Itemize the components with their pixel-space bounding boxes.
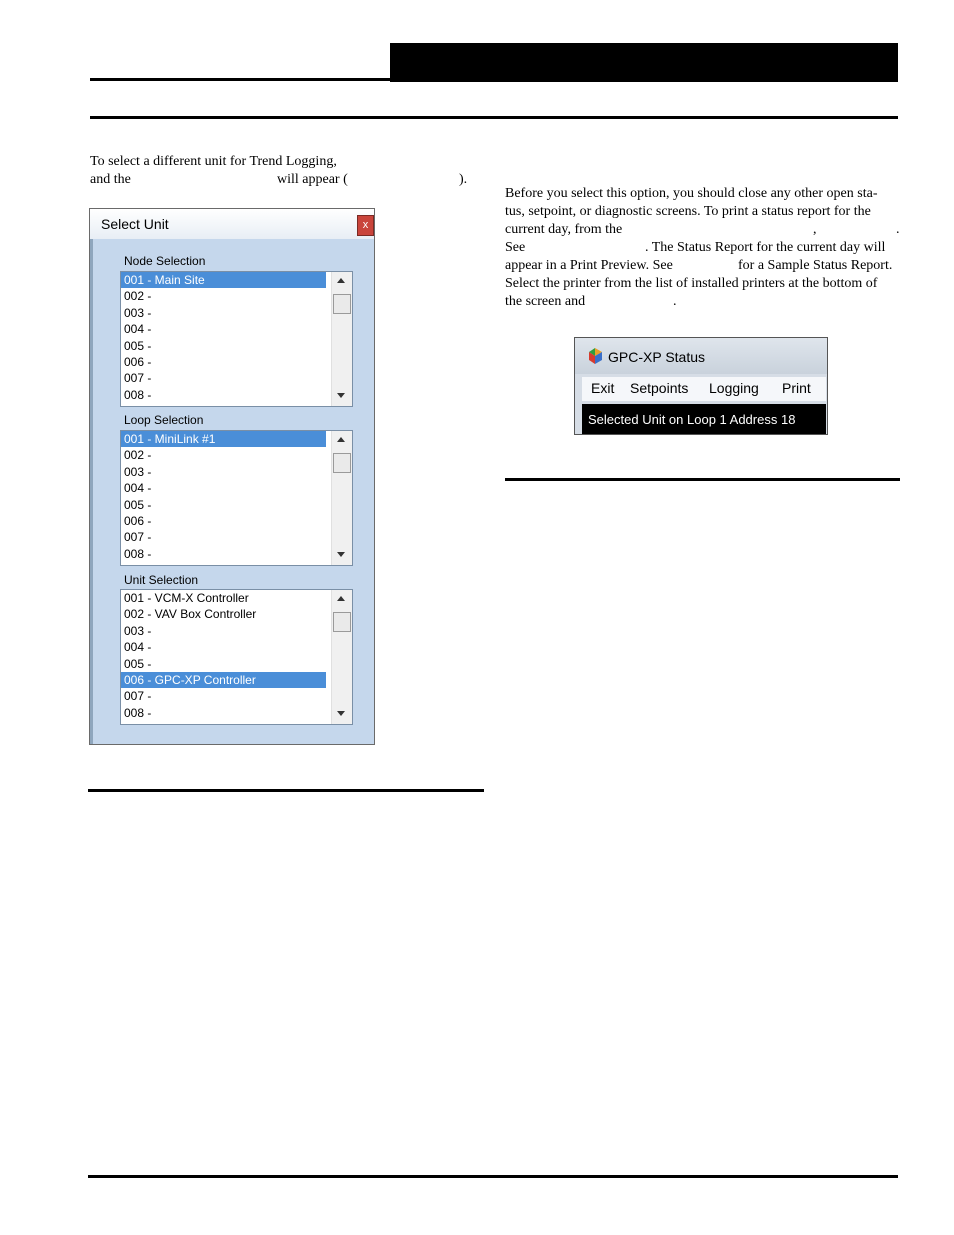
status-menubar [582, 377, 826, 401]
list-item[interactable]: 002 - [124, 448, 152, 463]
right-paragraph-line-6: Select the printer from the list of installed printers at the bottom of [505, 276, 878, 291]
list-item[interactable]: 008 - [124, 705, 152, 720]
unit-selection-items [121, 590, 352, 721]
right-line5-part-a: appear in a Print Preview. See [505, 258, 673, 273]
list-item[interactable]: 004 - [124, 322, 152, 337]
menu-exit[interactable]: Exit [591, 380, 615, 396]
list-item[interactable]: 003 - [124, 464, 152, 479]
loop-selection-label: Loop Selection [124, 413, 204, 427]
right-paragraph [505, 185, 900, 311]
list-item[interactable]: 004 - [124, 640, 152, 655]
right-line7-part-b: . [673, 294, 677, 309]
node-selection-label: Node Selection [124, 254, 206, 268]
scroll-up-arrow-icon[interactable] [337, 437, 345, 442]
footer-rule [88, 1175, 898, 1178]
unit-selection-label: Unit Selection [124, 573, 199, 587]
right-line7-part-a: the screen and [505, 294, 586, 309]
select-unit-dialog [89, 208, 375, 745]
right-line3-part-b: , [813, 222, 817, 237]
list-item[interactable]: 005 - [124, 656, 152, 671]
loop-selection-items [121, 431, 352, 562]
list-item[interactable]: 007 - [124, 371, 152, 386]
header-bar [390, 43, 898, 82]
left-paragraph-line-1: To select a different unit for Trend Logging, [90, 154, 337, 169]
dialog-title-bar[interactable] [90, 209, 374, 239]
list-item[interactable]: 003 - [124, 623, 152, 638]
app-logo-icon [589, 348, 602, 364]
close-icon[interactable]: x [357, 215, 374, 236]
left-line2-part-a: and the [90, 172, 131, 187]
dialog-edge [90, 239, 93, 744]
right-line4-part-a: See [505, 240, 526, 255]
left-paragraph [90, 153, 470, 189]
loop-scrollbar[interactable] [331, 431, 352, 565]
node-selection-listbox[interactable] [120, 271, 353, 407]
right-line4-part-b: . The Status Report for the current day will [645, 240, 886, 255]
list-item[interactable]: 003 - [124, 305, 152, 320]
list-item[interactable]: 004 - [124, 481, 152, 496]
right-paragraph-line-2: tus, setpoint, or diagnostic screens. To print a status report for the [505, 204, 871, 219]
node-scrollbar[interactable] [331, 272, 352, 406]
list-item[interactable]: 005 - [124, 338, 152, 353]
right-line3-part-a: current day, from the [505, 222, 623, 237]
list-item[interactable]: 008 - [124, 546, 152, 561]
status-window-title: GPC-XP Status [608, 349, 706, 365]
right-line5-part-b: for a Sample Status Report. [738, 258, 893, 273]
left-line2-part-b: will appear ( [277, 172, 348, 187]
scroll-thumb[interactable] [333, 612, 351, 632]
list-item[interactable]: 005 - [124, 497, 152, 512]
scroll-up-arrow-icon[interactable] [337, 596, 345, 601]
left-paragraph-line-2 [90, 171, 470, 189]
list-item[interactable]: 002 - VAV Box Controller [124, 607, 257, 622]
header-rule-left [90, 78, 390, 81]
loop-selection-listbox[interactable] [120, 430, 353, 566]
scroll-down-arrow-icon[interactable] [337, 552, 345, 557]
scroll-thumb[interactable] [333, 294, 351, 314]
node-selection-items [121, 272, 352, 403]
left-section-rule [88, 789, 484, 792]
dialog-title: Select Unit [101, 216, 169, 232]
list-item[interactable]: 006 - [124, 513, 152, 528]
right-paragraph-line-5 [505, 257, 900, 275]
list-item[interactable]: 007 - [124, 530, 152, 545]
menu-setpoints[interactable]: Setpoints [630, 380, 689, 396]
right-paragraph-line-3 [505, 221, 900, 239]
section-rule [90, 116, 898, 119]
list-item[interactable]: 006 - [124, 354, 152, 369]
right-paragraph-line-7 [505, 293, 900, 311]
scroll-up-arrow-icon[interactable] [337, 278, 345, 283]
gpc-xp-status-window [574, 337, 828, 435]
right-paragraph-line-4 [505, 239, 900, 257]
list-item[interactable]: 001 - MiniLink #1 [121, 431, 326, 447]
right-section-rule [505, 478, 900, 481]
list-item[interactable]: 001 - Main Site [121, 272, 326, 288]
left-line2-part-c: ). [459, 172, 468, 187]
unit-scrollbar[interactable] [331, 590, 352, 724]
list-item[interactable]: 008 - [124, 387, 152, 402]
scroll-thumb[interactable] [333, 453, 351, 473]
status-window-title-bar[interactable] [575, 338, 827, 374]
list-item[interactable]: 007 - [124, 689, 152, 704]
scroll-down-arrow-icon[interactable] [337, 393, 345, 398]
right-line3-part-c: . [896, 222, 900, 237]
menu-logging[interactable]: Logging [709, 380, 759, 396]
unit-selection-listbox[interactable] [120, 589, 353, 725]
status-text: Selected Unit on Loop 1 Address 18 [588, 412, 796, 427]
scroll-down-arrow-icon[interactable] [337, 711, 345, 716]
list-item[interactable]: 001 - VCM-X Controller [124, 591, 249, 605]
menu-print[interactable]: Print [782, 380, 811, 396]
list-item[interactable]: 002 - [124, 289, 152, 304]
status-bar [582, 404, 826, 434]
right-paragraph-line-1: Before you select this option, you should close any other open sta- [505, 186, 878, 201]
list-item[interactable]: 006 - GPC-XP Controller [121, 672, 326, 688]
